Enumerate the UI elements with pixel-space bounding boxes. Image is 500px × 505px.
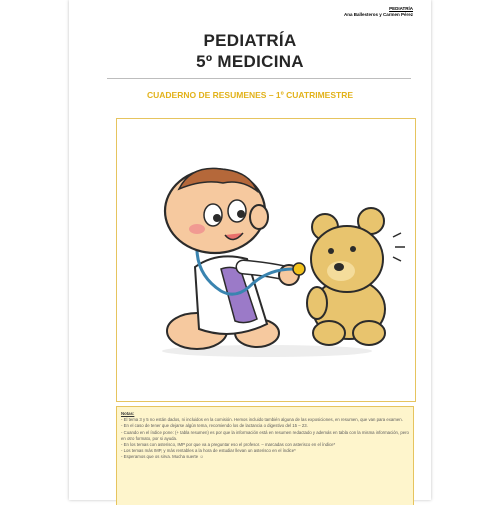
document-subtitle: CUADERNO DE RESUMENES – 1º CUATRIMESTRE	[146, 90, 354, 100]
note-item: - En el caso de tener que dejarse algún tema, recomiendo los de lactancia o digestivo del 15 – 23.	[121, 423, 308, 429]
baby-doctor-teddy-illustration	[117, 119, 415, 401]
divider-line	[107, 78, 411, 79]
note-item: - En los temas con asterisco, IMP por que va a preguntar eso el profesor. – marcadas con asterisco en el índice*	[121, 442, 336, 448]
note-item: - Los temas más IMP, y más rentables a la hora de estudiar llevan un asterisco en el índice*	[121, 448, 296, 454]
notes-box	[116, 406, 414, 505]
header-subject: PEDIATRÍA	[389, 6, 413, 11]
document-title: PEDIATRÍA	[203, 31, 297, 50]
cover-illustration-frame	[116, 118, 416, 402]
notes-title: Notas:	[121, 411, 135, 416]
page-header	[344, 6, 413, 18]
document-course: 5º MEDICINA	[196, 52, 304, 71]
note-item: - Cuando en el índice pone: (+ tabla resumen) es por que la información está en resumen redactado y además en tabla con la misma información, pero en otro formato, por si ayuda.	[121, 429, 409, 441]
note-item: - Esperamos que os sirva. Mucha suerte ☺	[121, 454, 204, 460]
note-item: - El tema 3 y 5 no están dados, ni incluidos en la comisión. Hemos incluido también alguna de las exposiciones, en resumen, que van para examen.	[121, 417, 403, 423]
document-page	[69, 0, 431, 500]
header-authors: Ana Ballesteros y Carmen Pérez	[343, 12, 413, 17]
